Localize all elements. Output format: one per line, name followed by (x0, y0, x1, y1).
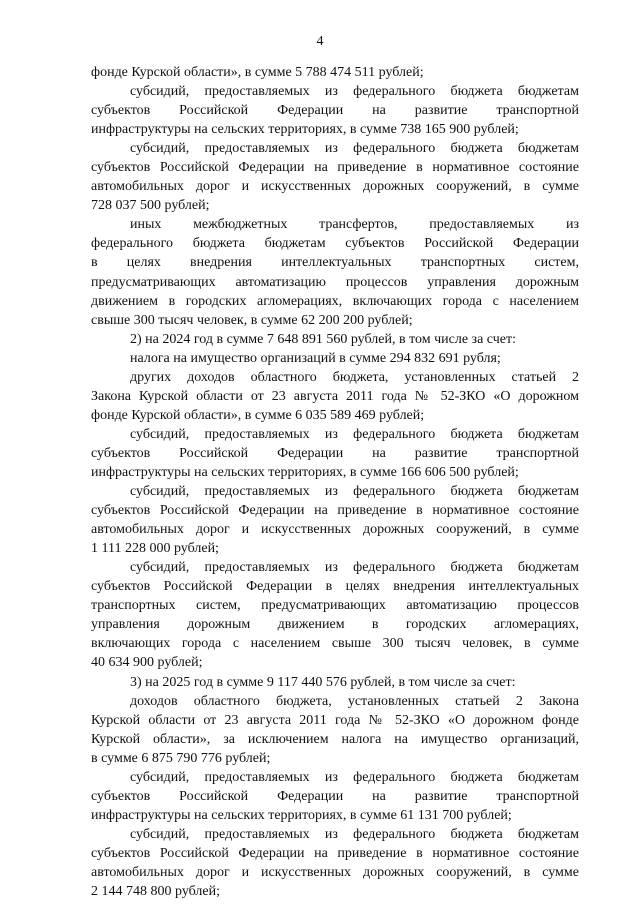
text-line: доходов областного бюджета, установленных статьей 2 Закона (130, 693, 579, 709)
text-line: в сумме 6 875 790 776 рублей; (91, 750, 271, 766)
text-line: инфраструктуры на сельских территориях, в сумме 166 606 500 рублей; (91, 464, 519, 480)
text-line: 3) на 2025 год в сумме 9 117 440 576 рублей, в том числе за счет: (130, 674, 516, 690)
text-line: фонде Курской области», в сумме 5 788 474 511 рублей; (91, 65, 424, 80)
text-line: свыше 300 тысяч человек, в сумме 62 200 200 рублей; (91, 312, 413, 328)
text-line: субсидий, предоставляемых из федерального бюджета бюджетам (130, 560, 579, 576)
text-line: автомобильных дорог и искусственных дорожных сооружений, в сумме (91, 179, 579, 195)
text-line: в целях внедрения интеллектуальных транспортных систем, (91, 255, 579, 271)
text-line: управления дорожным движением в городских агломерациях, (91, 617, 579, 633)
text-line: включающих города с населением свыше 300 тысяч человек, в сумме (91, 636, 579, 652)
text-line: фонде Курской области», в сумме 6 035 589 469 рублей; (91, 407, 425, 423)
text-line: движением в городских агломерациях, включающих города с населением (91, 293, 579, 309)
text-line: Курской области», за исключением налога на имущество организаций, (91, 731, 579, 747)
text-line: транспортных систем, предусматривающих автоматизацию процессов (91, 598, 579, 614)
text-line: субсидий, предоставляемых из федерального бюджета бюджетам (130, 84, 579, 100)
text-line: субъектов Российской Федерации на развитие транспортной (91, 788, 579, 804)
text-line: Закона Курской области от 23 августа 2011 года № 52-ЗКО «О дорожном (91, 388, 579, 404)
text-line: 40 634 900 рублей; (91, 655, 203, 671)
text-line: субсидий, предоставляемых из федерального бюджета бюджетам (130, 484, 579, 500)
text-line: предусматривающих автоматизацию процессов управления дорожным (91, 274, 579, 290)
text-line: субъектов Российской Федерации на развитие транспортной (91, 103, 579, 119)
text-line: 2) на 2024 год в сумме 7 648 891 560 рублей, в том числе за счет: (130, 331, 516, 347)
text-line: федерального бюджета бюджетам субъектов Российской Федерации (91, 236, 579, 252)
text-line: субсидий, предоставляемых из федерального бюджета бюджетам (130, 826, 579, 842)
text-line: субъектов Российской Федерации на приведение в нормативное состояние (91, 160, 579, 176)
page-number: 4 (316, 34, 324, 49)
text-line: субсидий, предоставляемых из федерального бюджета бюджетам (130, 769, 579, 785)
text-line: инфраструктуры на сельских территориях, в сумме 61 131 700 рублей; (91, 807, 512, 823)
text-line: субъектов Российской Федерации в целях внедрения интеллектуальных (91, 579, 579, 595)
text-line: автомобильных дорог и искусственных дорожных сооружений, в сумме (91, 522, 579, 538)
text-line: 728 037 500 рублей; (91, 198, 210, 214)
text-line: 1 111 228 000 рублей; (91, 541, 219, 557)
text-line: иных межбюджетных трансфертов, предоставляемых из (130, 217, 579, 233)
text-line: других доходов областного бюджета, установленных статьей 2 (130, 369, 579, 385)
text-line: субсидий, предоставляемых из федерального бюджета бюджетам (130, 426, 579, 442)
text-line: субъектов Российской Федерации на развитие транспортной (91, 445, 579, 461)
text-line: субъектов Российской Федерации на приведение в нормативное состояние (91, 845, 579, 861)
text-line: автомобильных дорог и искусственных дорожных сооружений, в сумме (91, 864, 579, 880)
text-line: налога на имущество организаций в сумме 294 832 691 рубля; (130, 350, 501, 366)
text-line: субъектов Российской Федерации на приведение в нормативное состояние (91, 503, 579, 519)
document-body (91, 63, 579, 901)
text-line: Курской области от 23 августа 2011 года № 52-ЗКО «О дорожном фонде (91, 712, 579, 728)
text-line: субсидий, предоставляемых из федерального бюджета бюджетам (130, 141, 579, 157)
text-line: инфраструктуры на сельских территориях, в сумме 738 165 900 рублей; (91, 122, 519, 138)
text-line: 2 144 748 800 рублей; (91, 884, 220, 900)
